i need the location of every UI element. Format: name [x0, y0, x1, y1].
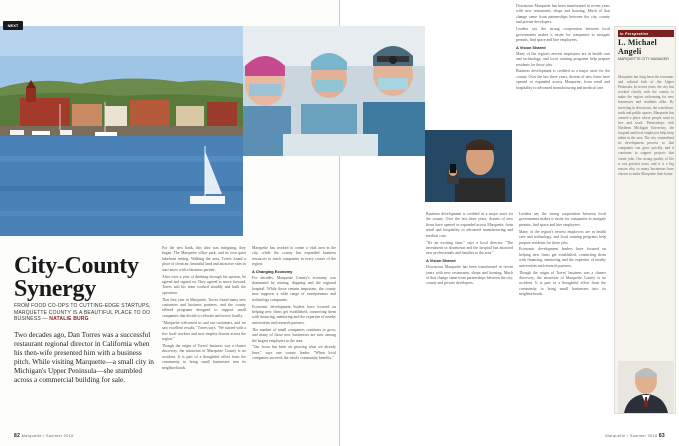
paragraph: Economic development leaders have focused on helping new firms get established, connecting them with financing, mentoring and the expertise of nearby universities and research partners. [252, 304, 336, 325]
folio-left [14, 433, 74, 439]
sidebar-role: MARQUETTE CITY MANAGER [618, 57, 669, 61]
body-column-top-right [516, 4, 610, 130]
section-tab [3, 14, 23, 30]
paragraph: Marquette has worked to create a vital area in the city, while the county has expanded business resources to reach companies in every corner of the region. [252, 246, 336, 267]
folio-right [605, 433, 665, 439]
deck-text: FROM FOOD CO-OPS TO CUTTING-EDGE STARTUPS, MARQUETTE COUNTY IS A BEAUTIFUL PLACE TO DO BUSINESS — [14, 303, 151, 322]
body-column-2 [252, 246, 336, 428]
paragraph: Though the origin of Torres' business was a chance discovery, the attraction of Marquette County is no accident. It is part of a thoughtful effort from the community to bring small businesses into its neighborhoods. [519, 270, 606, 297]
section-code: NEXT [3, 21, 23, 30]
paragraph: For decades, Marquette County's economy was dominated by mining, shipping and the regional hospital. While those remain important, the county now supports a wide range of entrepreneurs and technology companies. [252, 276, 336, 302]
paragraph: "Marquette welcomed us and our customers, and we saw excellent results," Torres says. "We started with a few local workers and now employ dozens across the region." [162, 320, 246, 341]
article-headline: City-County Synergy [14, 253, 139, 302]
sidebar-portrait [618, 361, 674, 413]
right-page [340, 0, 679, 446]
paragraph: Downtown Marquette has been transformed in recent years with new restaurants, shops and housing. Much of that change came from partnerships between the city, county and private developers. [426, 265, 513, 286]
perspective-sidebar [614, 26, 676, 414]
paragraph: Economic development leaders have focused on helping new firms get established, connecting them with financing, mentoring and the expertise of nearby universities and research partners. [519, 247, 606, 268]
researcher-scene [425, 130, 512, 202]
sidebar-name: L. Michael Angeli [618, 38, 657, 56]
subhead-changing-economy: A Changing Economy [252, 269, 293, 275]
paragraph: "Our focus has been on growing what we already have," says one county leader. "When local companies succeed, the whole community benefits." [252, 345, 336, 361]
paragraph: After over a year of thinking through his options, he agreed and signed on. They agreed to move forward. Torres and his team worked steadily and built the operation. [162, 274, 246, 295]
paragraph: The number of small companies continues to grow, and many of those new businesses are now among the largest employers in the area. [252, 327, 336, 343]
subhead-vision-shared: A Vision Shared [426, 258, 456, 264]
paragraph: Many of the region's newest employers are in health care and technology, and local training programs help prepare residents for those jobs. [516, 51, 610, 67]
portrait-image [618, 361, 674, 413]
section-label: music [6, 14, 20, 19]
article-lead: Two decades ago, Dan Torres was a successful restaurant regional director in California when his then-wife presented him with a business pitch. While visiting Marquette—a small city in Michigan's Upper Peninsula—she stumbled across a commercial building for sale. [14, 330, 154, 384]
folio-left-text: Marquette / Summer 2016 [21, 433, 74, 438]
paragraph: Many of the region's newest employers are in health care and technology, and local training programs help prepare residents for those jobs. [519, 229, 606, 245]
paragraph: That first year in Marquette, Torres found many new customers and business partners, and the county offered programs designed to support small companies that decide to relocate and invest locally. [162, 297, 246, 318]
page-number-left: 82 [14, 433, 21, 439]
sidebar-tag: In Perspective [618, 30, 674, 37]
paragraph: Business development is credited as a major asset for the county. Over the last three years, dozens of new firms have opened or expanded across Marquette, from retail and hospitality to advanced manufacturing and medical care. [426, 212, 513, 238]
harbor-scene [0, 26, 243, 236]
folio-right-text: Marquette / Summer 2016 [605, 433, 658, 438]
researcher-photo [425, 130, 512, 202]
body-column-1 [162, 246, 246, 428]
paragraph: Though the origin of Torres' business was a chance discovery, the attraction of Marquette County is no accident. It is part of a thoughtful effort from the community to bring small businesses into its neighborhoods. [162, 343, 246, 370]
article-deck [14, 303, 154, 323]
subhead-vision-shared-top: A Vision Shared [516, 44, 546, 50]
paragraph: Leaders say the strong cooperation between local governments makes it easier for companies to navigate permits, find space and hire employees. [516, 27, 610, 42]
sidebar-body: Marquette has long been the economic and cultural hub of the Upper Peninsula. In recent years, the city has worked closely with the county to make the region welcoming for new businesses and residents alike. By investing in downtown, the waterfront, trails and public spaces, Marquette has created a place where people want to live and work. Partnerships with Northern Michigan University, the hospital and local employers help keep talent in the area. The city streamlined its development process so that companies can grow quickly, and it continues to support projects that create jobs. Our strong quality of life is our greatest asset, and it is a big reason why so many businesses have chosen to make Marquette their home. [618, 75, 674, 176]
paragraph: "It's an exciting time," says a local director. "The investment in downtown and the hospital has attracted new professionals and families to the area." [426, 240, 513, 256]
paragraph: Leaders say the strong cooperation between local governments makes it easier for companies to navigate permits, find space and hire employees. [519, 212, 606, 227]
byline: NATALIE BURG [49, 316, 89, 322]
paragraph: Business development is credited as a major asset for the county. Over the last three years, dozens of new firms have opened or expanded across Marquette, from retail and hospitality to advanced manufacturing and medical care. [516, 69, 610, 90]
marquette-harbor-photo [0, 26, 243, 236]
paragraph: Downtown Marquette has been transformed in recent years with new restaurants, shops and housing. Much of that change came from partnerships between the city, county and private developers. [516, 4, 610, 25]
page-number-right: 83 [658, 433, 665, 439]
paragraph: For the new bank, this idea was intriguing, they began. The Marquette office park, and its own quiet lakefront setting. Walking the area, Torres found a place of clean air, beautiful land and attractive sites to start anew with a business partner. [162, 246, 246, 272]
body-column-4 [426, 212, 606, 430]
